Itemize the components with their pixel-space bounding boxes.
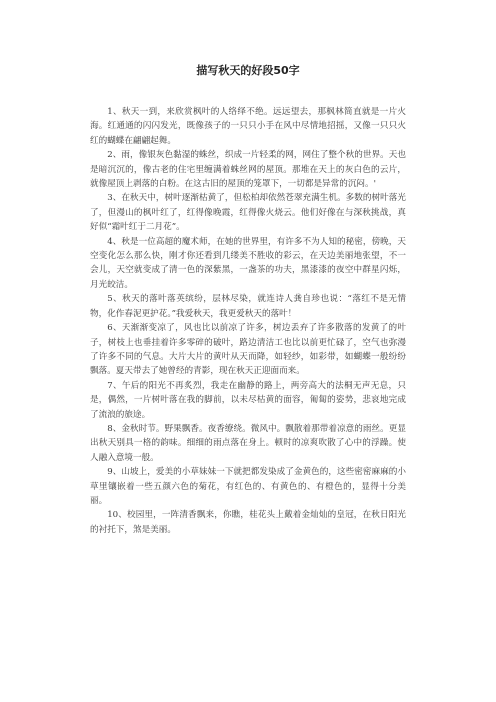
paragraph-7: 7、午后的阳光不再炙烈，我走在幽静的路上，两旁高大的法桐无声无息，只是，偶然，一片树叶落在我的脚前，以未尽枯黄的面容，匍匐的姿势，悲哀地完成了流浪的旅途。 (90, 380, 406, 420)
paragraph-8: 8、金秋时节。野果飘香。夜香缭绕。微风中。飘散着那带着凉意的雨丝。更显出秋天别具一格的韵味。细细的雨点落在身上。顿时的凉爽吹散了心中的浮躁。使人融入意境一般。 (90, 423, 406, 463)
paragraph-2: 2、雨，像银灰色黏湿的蛛丝，织成一片轻柔的网，网住了整个秋的世界。天也是暗沉沉的，像古老的住宅里缠满着蛛丝网的屋顶。那堆在天上的灰白色的云片，就像屋顶上剥落的白粉。在这古旧的屋顶的笼罩下，一切都是异常的沉闷。' (90, 150, 406, 190)
paragraph-9: 9、山坡上，爱美的小草妹妹一下就把都发染成了金黄色的，这些密密麻麻的小草里镶嵌着一些五颜六色的菊花，有红色的、有黄色的、有橙色的，显得十分美丽。 (90, 467, 406, 506)
paragraph-3: 3、在秋天中，树叶逐渐枯黄了，但松柏却依然苍翠充满生机。多数的树叶落光了，但漫山的枫叶红了，红得像晚霞，红得像火烧云。他们好像在与深秋挑战，真好似“霜叶红于二月花”。 (90, 193, 406, 233)
paragraph-1: 1、秋天一到，来欣赏枫叶的人络绎不绝。远远望去，那枫林简直就是一片火海。红通通的闪闪发光，既像孩子的一只只小手在风中尽情地招摇，又像一只只火红的蝴蝶在翩翩起舞。 (90, 107, 406, 146)
paragraph-4: 4、秋是一位高超的魔术师，在她的世界里，有许多不为人知的秘密，傍晚，天空变化怎么那么快，刚才你还看到几缕美不胜收的彩云，在天边美丽地张望，不一会儿，天空就变成了清一色的深紫黑，一盏茶的功夫，黑漆漆的夜空中群星闪烁，月光皎洁。 (90, 236, 406, 290)
document-title: 描写秋天的好段50字 (196, 64, 300, 77)
paragraph-10: 10、校园里，一阵清香飘来，你瞧，桂花头上戴着金灿灿的皇冠，在秋日阳光的衬托下，煞是美丽。 (90, 510, 406, 535)
paragraph-5: 5、秋天的落叶落英缤纷，层林尽染，就连诗人龚自珍也说：“落红不是无情物，化作春泥更护花。”我爱秋天，我更爱秋天的落叶！ (90, 294, 406, 319)
paragraph-6: 6、天渐渐变凉了，风也比以前凉了许多，树边丢弃了许多散落的发黄了的叶子，树枝上也垂挂着许多零碎的破叶，路边清洁工也比以前更忙碌了，空气也弥漫了许多不同的气息。大片大片的黄叶从天而降，如轻纱，如彩带，如蝴蝶一般纷纷飘落。夏天带去了她曾经的青影，现在秋天正迎面而来。 (90, 323, 406, 377)
